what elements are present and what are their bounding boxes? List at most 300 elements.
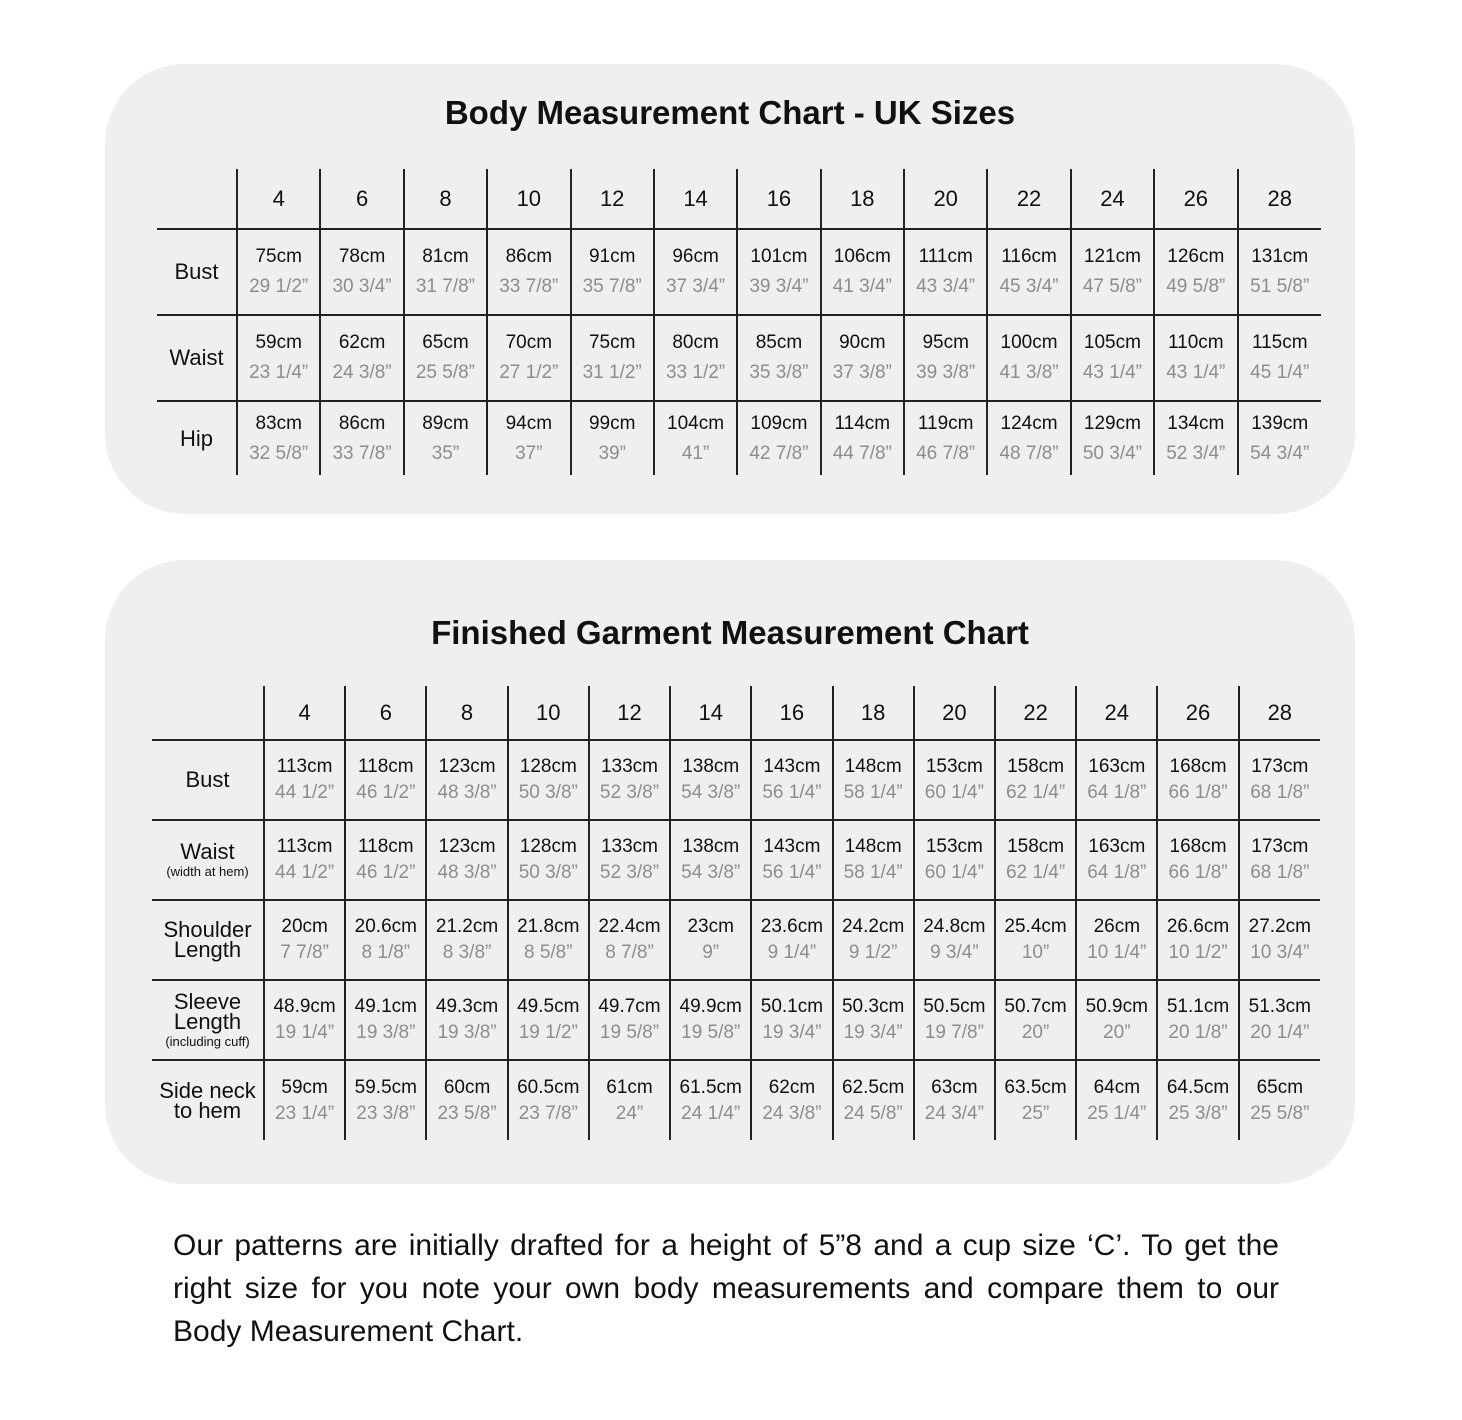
inch-value: 54 3/4”	[1250, 442, 1310, 464]
size-header: 20	[904, 169, 987, 229]
inch-value: 35 7/8”	[582, 276, 642, 297]
cm-value: 62.5cm	[841, 1076, 905, 1098]
inch-value: 23 3/8”	[356, 1102, 416, 1124]
cm-value: 86cm	[338, 412, 386, 434]
cm-value: 49.1cm	[354, 996, 417, 1017]
measurement-cell	[1071, 229, 1154, 315]
cm-value: 153cm	[925, 756, 983, 777]
measurement-cell	[914, 980, 995, 1060]
cm-value: 111cm	[918, 246, 973, 267]
cm-value: 63cm	[931, 1076, 978, 1098]
inch-value: 62 1/4”	[1006, 862, 1066, 883]
measurement-cell	[264, 980, 345, 1060]
row-label-text: Waist	[169, 345, 224, 370]
cm-value: 163cm	[1088, 756, 1146, 777]
cm-value: 61.5cm	[679, 1076, 742, 1098]
inch-value: 58 1/4”	[843, 782, 903, 803]
cm-value: 91cm	[588, 246, 636, 267]
measurement-cell	[487, 315, 570, 401]
measurement-cell	[1154, 229, 1237, 315]
row-label-text: Bust	[185, 767, 230, 792]
measurement-row	[157, 229, 1321, 315]
measurement-cell	[995, 980, 1076, 1060]
measurement-cell	[995, 1060, 1076, 1140]
cm-value: 75cm	[255, 246, 302, 267]
cm-value: 89cm	[422, 412, 469, 434]
measurement-cell	[1157, 820, 1238, 900]
measurement-row	[152, 820, 1320, 900]
measurement-cell	[654, 229, 737, 315]
inch-value: 29 1/2”	[249, 276, 309, 297]
inch-value: 44 1/2”	[275, 782, 335, 803]
row-label-text-line2: to hem	[173, 1097, 242, 1123]
measurement-cell	[914, 900, 995, 980]
cm-value: 118cm	[358, 756, 414, 777]
measurement-cell	[914, 820, 995, 900]
inch-value: 43 3/4”	[916, 276, 976, 297]
measurement-cell	[995, 820, 1076, 900]
size-header: 18	[833, 686, 914, 740]
measurement-cell	[345, 820, 426, 900]
inch-value: 25 5/8”	[1250, 1102, 1310, 1124]
cm-value: 148cm	[844, 756, 902, 777]
cm-value: 60.5cm	[517, 1076, 580, 1098]
measurement-cell	[833, 1060, 914, 1140]
row-label-text: Sleeve Length	[173, 988, 242, 1034]
cm-value: 96cm	[672, 246, 719, 267]
measurement-cell	[670, 1060, 751, 1140]
inch-value: 50 3/8”	[518, 782, 578, 803]
row-label-text: Side neck	[159, 1077, 256, 1103]
measurement-cell	[904, 229, 987, 315]
cm-value: 134cm	[1167, 412, 1225, 434]
inch-value: 52 3/8”	[599, 862, 660, 883]
cm-value: 48.9cm	[273, 996, 336, 1017]
measurement-cell	[264, 900, 345, 980]
size-header: 6	[320, 169, 403, 229]
size-header: 18	[821, 169, 904, 229]
row-label	[157, 315, 237, 401]
measurement-cell	[1239, 900, 1320, 980]
measurement-cell	[508, 980, 589, 1060]
measurement-cell	[737, 401, 820, 475]
measurement-cell	[1239, 1060, 1320, 1140]
inch-value: 39 3/8”	[916, 362, 976, 383]
cm-value: 168cm	[1169, 756, 1227, 777]
inch-value: 48 3/8”	[437, 782, 497, 803]
cm-value: 78cm	[338, 246, 386, 267]
measurement-cell	[426, 900, 507, 980]
size-header-row	[152, 686, 1320, 740]
cm-value: 99cm	[588, 412, 636, 434]
cm-value: 80cm	[672, 332, 719, 353]
measurement-cell	[670, 740, 751, 820]
row-label	[152, 1060, 264, 1140]
measurement-cell	[320, 229, 403, 315]
measurement-cell	[1239, 980, 1320, 1060]
cm-value: 153cm	[925, 836, 983, 857]
measurement-cell	[751, 980, 832, 1060]
row-label-text-line2: Length	[173, 937, 242, 962]
inch-value: 39 3/4”	[749, 276, 809, 297]
inch-value: 20 1/4”	[1250, 1022, 1310, 1043]
row-label	[157, 229, 237, 315]
inch-value: 24 5/8”	[843, 1102, 903, 1124]
measurement-cell	[670, 820, 751, 900]
size-header: 26	[1154, 169, 1237, 229]
cm-value: 63.5cm	[1004, 1076, 1067, 1098]
measurement-cell	[914, 1060, 995, 1140]
row-label	[152, 820, 264, 900]
measurement-cell	[751, 1060, 832, 1140]
measurement-cell	[1157, 740, 1238, 820]
measurement-row	[152, 740, 1320, 820]
garment-measurement-table	[152, 686, 1320, 1140]
cm-value: 23cm	[687, 916, 734, 937]
inch-value: 25”	[1021, 1102, 1050, 1124]
inch-value: 45 3/4”	[999, 276, 1059, 297]
measurement-cell	[821, 229, 904, 315]
cm-value: 123cm	[438, 836, 496, 857]
measurement-cell	[737, 229, 820, 315]
cm-value: 113cm	[276, 836, 333, 857]
cm-value: 163cm	[1088, 836, 1146, 857]
row-label-text: Bust	[174, 259, 219, 284]
cm-value: 23.6cm	[760, 916, 824, 937]
measurement-cell	[1154, 315, 1237, 401]
cm-value: 168cm	[1169, 836, 1227, 857]
inch-value: 41 3/4”	[832, 276, 892, 297]
cm-value: 81cm	[422, 246, 469, 267]
inch-value: 48 7/8”	[999, 442, 1059, 464]
measurement-cell	[1076, 820, 1157, 900]
measurement-cell	[654, 315, 737, 401]
inch-value: 42 7/8”	[749, 442, 809, 464]
size-header: 6	[345, 686, 426, 740]
cm-value: 128cm	[519, 756, 577, 777]
inch-value: 37 3/4”	[665, 276, 726, 297]
measurement-cell	[1157, 900, 1238, 980]
inch-value: 33 7/8”	[499, 276, 559, 297]
measurement-cell	[345, 980, 426, 1060]
inch-value: 39”	[598, 442, 626, 464]
measurement-cell	[320, 315, 403, 401]
inch-value: 23 1/4”	[249, 362, 309, 383]
cm-value: 20cm	[281, 916, 328, 937]
inch-value: 27 1/2”	[499, 362, 559, 383]
measurement-cell	[404, 401, 487, 475]
cm-value: 113cm	[276, 756, 333, 777]
inch-value: 8 7/8”	[605, 942, 654, 963]
measurement-cell	[404, 315, 487, 401]
size-header: 20	[914, 686, 995, 740]
inch-value: 35”	[431, 442, 460, 464]
cm-value: 129cm	[1083, 412, 1141, 434]
cm-value: 133cm	[600, 836, 658, 857]
table-corner	[152, 686, 264, 740]
inch-value: 7 7/8”	[280, 942, 329, 963]
cm-value: 86cm	[505, 246, 553, 267]
measurement-cell	[1071, 401, 1154, 475]
measurement-cell	[589, 820, 670, 900]
body-measurement-table	[157, 169, 1321, 475]
size-header: 4	[237, 169, 320, 229]
measurement-cell	[833, 820, 914, 900]
cm-value: 50.9cm	[1085, 996, 1148, 1017]
measurement-cell	[833, 740, 914, 820]
measurement-cell	[670, 980, 751, 1060]
cm-value: 138cm	[682, 756, 740, 777]
measurement-cell	[995, 740, 1076, 820]
measurement-cell	[264, 740, 345, 820]
measurement-cell	[1157, 1060, 1238, 1140]
cm-value: 115cm	[1251, 332, 1308, 353]
cm-value: 24.8cm	[923, 916, 986, 937]
inch-value: 8 1/8”	[361, 942, 411, 963]
cm-value: 118cm	[358, 836, 414, 857]
inch-value: 10”	[1021, 942, 1050, 963]
measurement-cell	[508, 820, 589, 900]
row-label	[152, 740, 264, 820]
cm-value: 62cm	[768, 1076, 816, 1098]
measurement-cell	[487, 229, 570, 315]
inch-value: 25 1/4”	[1087, 1102, 1147, 1124]
measurement-cell	[670, 900, 751, 980]
inch-value: 25 5/8”	[415, 362, 476, 383]
size-header: 12	[571, 169, 654, 229]
inch-value: 10 1/2”	[1168, 942, 1228, 963]
cm-value: 148cm	[844, 836, 902, 857]
measurement-cell	[751, 900, 832, 980]
inch-value: 47 5/8”	[1082, 276, 1143, 297]
cm-value: 158cm	[1007, 756, 1065, 777]
measurement-cell	[1154, 401, 1237, 475]
cm-value: 110cm	[1168, 332, 1224, 353]
cm-value: 50.1cm	[760, 996, 824, 1017]
inch-value: 45 1/4”	[1250, 362, 1310, 383]
inch-value: 23 7/8”	[518, 1102, 578, 1124]
row-label-text: Hip	[179, 425, 213, 451]
row-label	[152, 900, 264, 980]
inch-value: 30 3/4”	[332, 276, 392, 297]
measurement-cell	[821, 315, 904, 401]
cm-value: 21.2cm	[435, 916, 499, 937]
measurement-cell	[1076, 1060, 1157, 1140]
measurement-cell	[508, 900, 589, 980]
cm-value: 173cm	[1251, 756, 1309, 777]
inch-value: 19 5/8”	[681, 1022, 741, 1043]
size-header: 10	[487, 169, 570, 229]
measurement-cell	[1076, 900, 1157, 980]
cm-value: 25.4cm	[1004, 916, 1067, 937]
inch-value: 19 3/4”	[762, 1022, 822, 1043]
measurement-cell	[737, 315, 820, 401]
inch-value: 56 1/4”	[762, 782, 822, 803]
cm-value: 95cm	[922, 332, 969, 353]
inch-value: 46 1/2”	[356, 862, 416, 883]
cm-value: 51.1cm	[1166, 996, 1230, 1017]
row-label-text: Waist	[180, 838, 235, 864]
measurement-cell	[426, 1060, 507, 1140]
measurement-cell	[589, 980, 670, 1060]
measurement-cell	[487, 401, 570, 475]
measurement-cell	[237, 229, 320, 315]
measurement-cell	[426, 740, 507, 820]
cm-value: 21.8cm	[517, 916, 580, 937]
measurement-cell	[1076, 740, 1157, 820]
garment-chart-title: Finished Garment Measurement Chart	[431, 614, 1029, 651]
inch-value: 8 5/8”	[523, 942, 573, 963]
measurement-cell	[237, 401, 320, 475]
measurement-cell	[571, 315, 654, 401]
body-measurement-card	[105, 64, 1355, 514]
inch-value: 24 1/4”	[681, 1102, 741, 1124]
cm-value: 83cm	[255, 412, 302, 434]
cm-value: 65cm	[1256, 1076, 1304, 1098]
inch-value: 31 1/2”	[582, 362, 642, 383]
cm-value: 70cm	[505, 332, 553, 353]
inch-value: 20”	[1103, 1022, 1131, 1043]
cm-value: 64.5cm	[1166, 1076, 1230, 1098]
inch-value: 50 3/4”	[1082, 442, 1143, 464]
cm-value: 143cm	[763, 756, 821, 777]
inch-value: 58 1/4”	[843, 862, 903, 883]
cm-value: 26.6cm	[1166, 916, 1230, 937]
inch-value: 24 3/8”	[762, 1102, 822, 1124]
cm-value: 49.5cm	[517, 996, 580, 1017]
measurement-cell	[237, 315, 320, 401]
cm-value: 75cm	[588, 332, 636, 353]
cm-value: 50.3cm	[841, 996, 905, 1017]
inch-value: 41 3/8”	[999, 362, 1059, 383]
measurement-cell	[508, 740, 589, 820]
cm-value: 126cm	[1167, 246, 1225, 267]
measurement-cell	[751, 740, 832, 820]
measurement-cell	[264, 1060, 345, 1140]
size-header: 10	[508, 686, 589, 740]
measurement-cell	[751, 820, 832, 900]
size-header: 22	[987, 169, 1070, 229]
garment-measurement-card	[105, 560, 1355, 1184]
cm-value: 116cm	[1001, 246, 1057, 267]
measurement-cell	[589, 1060, 670, 1140]
inch-value: 25 3/8”	[1168, 1102, 1228, 1124]
size-header: 16	[751, 686, 832, 740]
measurement-cell	[1239, 740, 1320, 820]
cm-value: 133cm	[600, 756, 658, 777]
inch-value: 44 1/2”	[275, 862, 335, 883]
measurement-cell	[987, 315, 1070, 401]
measurement-cell	[833, 980, 914, 1060]
cm-value: 61cm	[606, 1076, 653, 1098]
inch-value: 23 5/8”	[437, 1102, 497, 1124]
cm-value: 100cm	[1000, 332, 1058, 353]
measurement-cell	[404, 229, 487, 315]
inch-value: 37”	[515, 442, 543, 464]
inch-value: 52 3/8”	[599, 782, 660, 803]
measurement-cell	[345, 1060, 426, 1140]
inch-value: 19 3/8”	[356, 1022, 416, 1043]
inch-value: 48 3/8”	[437, 862, 497, 883]
cm-value: 59cm	[255, 332, 302, 353]
cm-value: 62cm	[338, 332, 386, 353]
measurement-cell	[987, 229, 1070, 315]
measurement-row	[152, 1060, 1320, 1140]
measurement-cell	[654, 401, 737, 475]
inch-value: 46 7/8”	[916, 442, 976, 464]
size-header: 28	[1238, 169, 1322, 229]
inch-value: 9 3/4”	[930, 942, 979, 963]
cm-value: 109cm	[750, 412, 808, 434]
inch-value: 9”	[702, 942, 720, 963]
measurement-cell	[914, 740, 995, 820]
inch-value: 10 1/4”	[1087, 942, 1147, 963]
inch-value: 43 1/4”	[1166, 362, 1226, 383]
cm-value: 59.5cm	[354, 1076, 417, 1098]
measurement-cell	[571, 401, 654, 475]
cm-value: 90cm	[839, 332, 886, 353]
inch-value: 54 3/8”	[681, 782, 741, 803]
measurement-cell	[426, 820, 507, 900]
inch-value: 51 5/8”	[1250, 276, 1310, 297]
cm-value: 60cm	[443, 1076, 491, 1098]
measurement-row	[152, 980, 1320, 1060]
cm-value: 64cm	[1093, 1076, 1141, 1098]
measurement-cell	[833, 900, 914, 980]
inch-value: 19 5/8”	[599, 1022, 660, 1043]
inch-value: 33 7/8”	[332, 442, 392, 464]
size-header: 24	[1076, 686, 1157, 740]
measurement-cell	[426, 980, 507, 1060]
cm-value: 139cm	[1251, 412, 1309, 434]
size-header: 14	[670, 686, 751, 740]
cm-value: 59cm	[281, 1076, 328, 1098]
inch-value: 64 1/8”	[1087, 782, 1147, 803]
size-header: 8	[426, 686, 507, 740]
measurement-cell	[264, 820, 345, 900]
size-header: 4	[264, 686, 345, 740]
pattern-sizing-note: Our patterns are initially drafted for a height of 5”8 and a cup size ‘C’. To get the right size for you note your own body measurements and compare them to our Body Measurement Chart.	[173, 1229, 1279, 1348]
cm-value: 119cm	[917, 412, 974, 434]
cm-value: 106cm	[833, 246, 891, 267]
inch-value: 60 1/4”	[924, 862, 984, 883]
inch-value: 19 1/4”	[275, 1022, 335, 1043]
measurement-cell	[1071, 315, 1154, 401]
cm-value: 143cm	[763, 836, 821, 857]
cm-value: 94cm	[505, 412, 553, 434]
inch-value: 37 3/8”	[832, 362, 892, 383]
inch-value: 68 1/8”	[1250, 862, 1310, 883]
inch-value: 23 1/4”	[275, 1102, 335, 1124]
measurement-cell	[987, 401, 1070, 475]
table-corner	[157, 169, 237, 229]
inch-value: 62 1/4”	[1006, 782, 1066, 803]
cm-value: 51.3cm	[1248, 996, 1311, 1017]
cm-value: 24.2cm	[841, 916, 905, 937]
cm-value: 85cm	[755, 332, 803, 353]
inch-value: 9 1/2”	[848, 942, 898, 963]
inch-value: 35 3/8”	[749, 362, 809, 383]
inch-value: 44 7/8”	[832, 442, 892, 464]
inch-value: 52 3/4”	[1166, 442, 1226, 464]
cm-value: 158cm	[1007, 836, 1065, 857]
inch-value: 43 1/4”	[1082, 362, 1143, 383]
inch-value: 41”	[681, 442, 710, 464]
measurement-cell	[571, 229, 654, 315]
size-header: 8	[404, 169, 487, 229]
inch-value: 49 5/8”	[1166, 276, 1226, 297]
cm-value: 101cm	[750, 246, 808, 267]
